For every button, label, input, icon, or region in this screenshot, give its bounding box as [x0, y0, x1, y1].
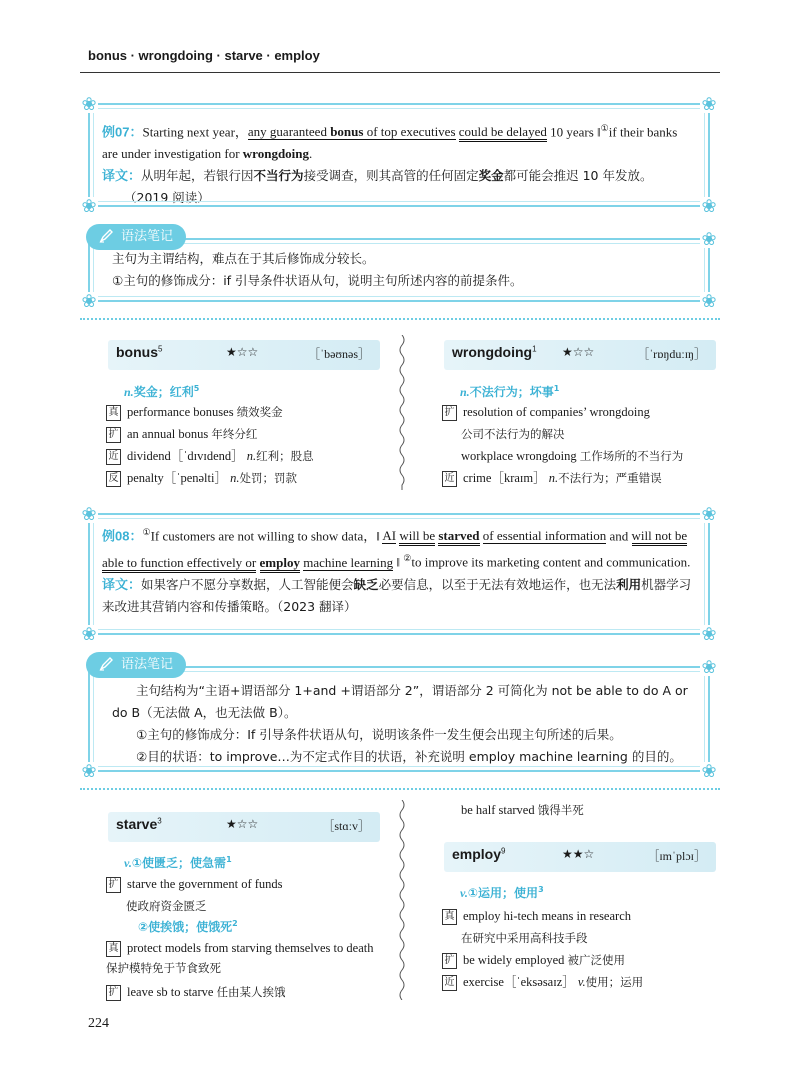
corner-ornament-icon: ❀	[701, 761, 717, 781]
headword: employ	[452, 846, 502, 862]
predicate-underline: could be delayed	[459, 124, 547, 142]
corner-ornament-icon: ❀	[701, 291, 717, 311]
list-item: 近 crime［kraɪm］ n.不法行为；严重错误	[442, 468, 662, 488]
word-header-wrongdoing: wrongdoing$^1$ ★☆☆ ［ˈrɒŋduːɪŋ］	[444, 340, 716, 370]
corner-ornament-icon: ❀	[81, 196, 97, 216]
section-divider	[80, 788, 720, 790]
corner-ornament-icon: ❀	[701, 196, 717, 216]
example-08-text: 例08：①If customers are not willing to show data，‖ AI will be starved of essential information and will not be able to function effectively or employ machine learning ‖ ②to improve its marketing content and communication. 译文：如果客户不愿分享数据，人工智能便会缺乏必要信息，以至于无法有效地运作，也无法利用机器学习来改进其营销内容和传播策略。（2023 翻译）	[102, 527, 692, 614]
header-rule	[80, 72, 720, 73]
list-item: 反 penalty［ˈpenəlti］ n.处罚；罚款	[106, 468, 297, 488]
example-tag: 例08	[102, 528, 130, 544]
sense-label: v.①使匮乏；使急需$^1$	[124, 855, 232, 870]
headword: starve	[116, 816, 158, 832]
star-rating: ★★☆	[562, 847, 595, 861]
list-item: 扩 be widely employed 被广泛使用	[442, 950, 625, 970]
example-07-text: 例07：Starting next year，any guaranteed bonus of top executives could be delayed 10 years ‖①if their banks are under investigation for wrongdoing. 译文：从明年起，若银行因不当行为接受调查，则其高管的任何固定奖金都可能会推迟 10 年发放。 （2019 阅读）	[102, 123, 678, 206]
corner-ornament-icon: ❀	[701, 94, 717, 114]
sense-label: ②使挨饿；使饿死$^2$	[138, 919, 238, 934]
list-item: 扩 starve the government of funds	[106, 874, 283, 894]
grammar-note-tag: 语法笔记	[86, 224, 186, 250]
corner-ornament-icon: ❀	[81, 761, 97, 781]
corner-ornament-icon: ❀	[701, 229, 717, 249]
example-tag: 例07	[102, 124, 130, 140]
list-item: 公司不法行为的解决	[461, 427, 565, 441]
star-rating: ★☆☆	[226, 345, 259, 359]
list-item: 使政府资金匮乏	[126, 899, 207, 913]
corner-ornament-icon: ❀	[81, 504, 97, 524]
example-07-box	[81, 94, 717, 216]
running-header: bonus · wrongdoing · starve · employ	[88, 48, 320, 63]
list-item: 近 dividend［ˈdɪvɪdend］ n.红利；股息	[106, 446, 314, 466]
column-divider	[397, 800, 407, 1000]
pen-icon	[99, 655, 115, 671]
corner-ornament-icon: ❀	[81, 624, 97, 644]
corner-ornament-icon: ❀	[701, 504, 717, 524]
translation-text: 如果客户不愿分享数据，人工智能便会缺乏必要信息，以至于无法有效地运作，也无法利用机器学习来改进其营销内容和传播策略。	[102, 576, 692, 614]
headword: wrongdoing	[452, 344, 533, 360]
grammar-note-2	[81, 657, 717, 781]
source-label: （2023 翻译）	[277, 598, 357, 614]
word-header-bonus: bonus$^5$ ★☆☆ ［ˈbəʊnəs］	[108, 340, 380, 370]
list-item: 近 exercise［ˈeksəsaɪz］ v.使用；运用	[442, 972, 643, 992]
phonetic: ［stɑːv］	[322, 819, 370, 833]
sense-label: v.①运用；使用$^3$	[460, 885, 544, 900]
list-item: be half starved 饿得半死	[461, 803, 584, 817]
column-divider	[397, 335, 407, 490]
grammar-note-1	[81, 229, 717, 311]
word-header-starve: starve$^3$ ★☆☆ ［stɑːv］	[108, 812, 380, 842]
section-divider	[80, 318, 720, 320]
list-item: 真 performance bonuses 绩效奖金	[106, 402, 283, 422]
grammar-note-text: 主句结构为“主语+谓语部分 1+and +谓语部分 2”，谓语部分 2 可简化为 not be able to do A or do B（无法做 A，也无法做 B）。 ①主句的修饰成分：If 引导条件状语从句，说明该条件一发生便会出现主句所述的后果。 ②目的状语：to improve…为不定式作目的状语，补充说明 employ machine learning 的目的。	[112, 683, 688, 764]
sense-label: n.不法行为；坏事$^1$	[460, 384, 560, 399]
list-item: 真 employ hi-tech means in research	[442, 906, 631, 926]
corner-ornament-icon: ❀	[81, 94, 97, 114]
sense-label: n.奖金；红利$^5$	[124, 384, 200, 399]
grammar-note-tag: 语法笔记	[86, 652, 186, 678]
source-label: （2019 阅读）	[124, 190, 210, 206]
subject-underline: any guaranteed bonus of top executives	[247, 124, 456, 140]
list-item: 扩 resolution of companies’ wrongdoing	[442, 402, 650, 422]
phonetic: ［ɪmˈplɔɪ］	[647, 849, 706, 863]
page-number: 224	[88, 1016, 109, 1031]
star-rating: ★☆☆	[226, 817, 259, 831]
translation-text: 从明年起，若银行因不当行为接受调查，则其高管的任何固定奖金都可能会推迟 10 年发放。	[141, 168, 653, 184]
headword: bonus	[116, 344, 158, 360]
corner-ornament-icon: ❀	[81, 291, 97, 311]
list-item: 在研究中采用高科技手段	[461, 931, 588, 945]
list-item: workplace wrongdoing 工作场所的不当行为	[461, 449, 684, 463]
corner-ornament-icon: ❀	[701, 624, 717, 644]
grammar-note-text: 主句为主谓结构，难点在于其后修饰成分较长。 ①主句的修饰成分：if 引导条件状语从句，说明主句所述内容的前提条件。	[112, 251, 523, 288]
list-item: 扩 an annual bonus 年终分红	[106, 424, 257, 444]
word-header-employ: employ$^9$ ★★☆ ［ɪmˈplɔɪ］	[444, 842, 716, 872]
translation-tag: 译文	[102, 168, 129, 184]
phonetic: ［ˈbəʊnəs］	[308, 347, 370, 361]
list-item: 扩 leave sb to starve 任由某人挨饿	[106, 982, 286, 1002]
corner-ornament-icon: ❀	[701, 657, 717, 677]
pen-icon	[99, 227, 115, 243]
list-item: 真 protect models from starving themselves to death 保护模特免于节食致死	[106, 941, 374, 975]
example-08-box	[81, 504, 717, 644]
star-rating: ★☆☆	[562, 345, 595, 359]
phonetic: ［ˈrɒŋduːɪŋ］	[637, 347, 706, 361]
translation-tag: 译文	[102, 576, 129, 592]
